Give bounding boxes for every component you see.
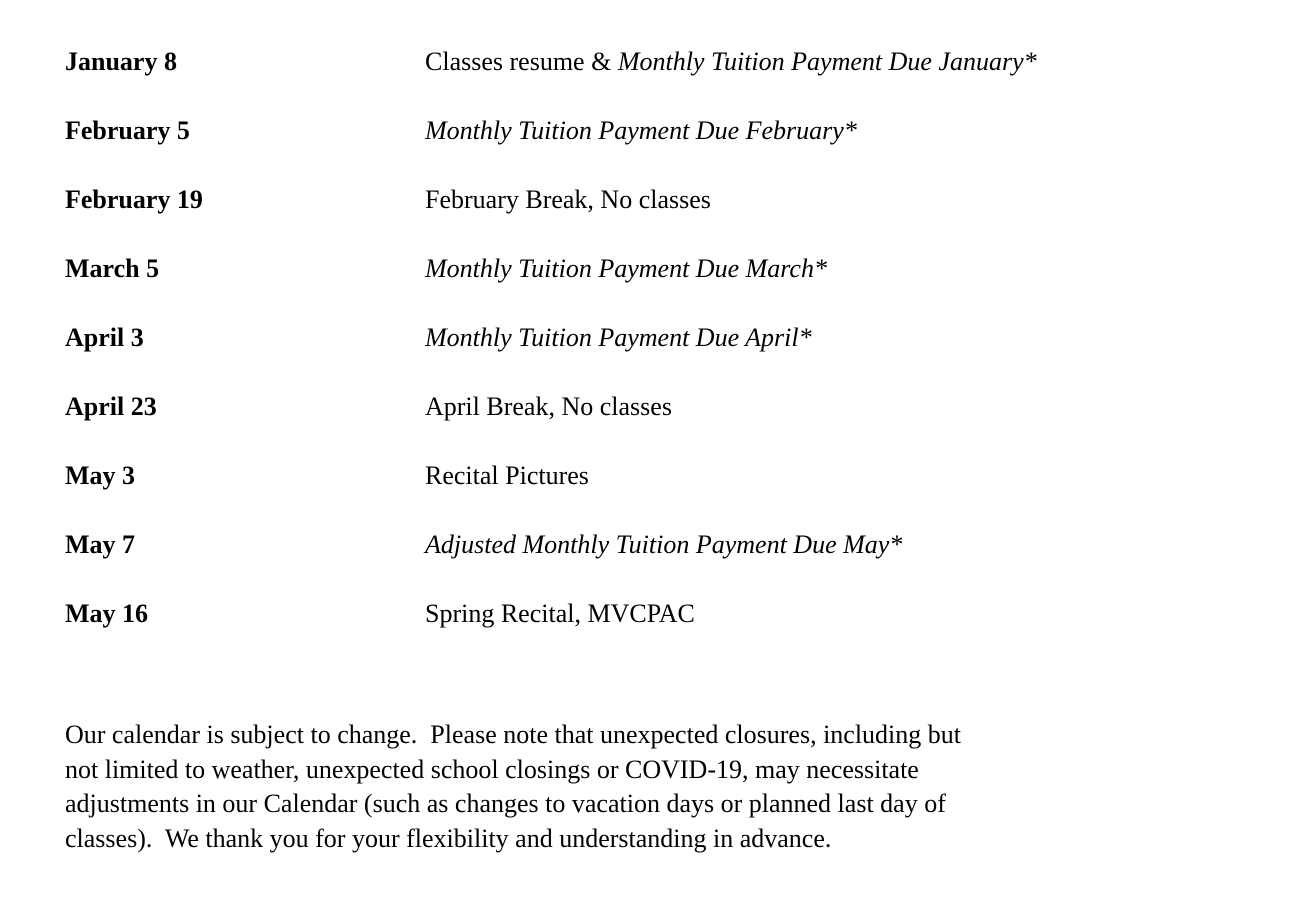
note-line: not limited to weather, unexpected school closings or COVID-19, may necessitate [65, 754, 919, 784]
event-description [425, 186, 1265, 214]
event-description [425, 117, 1265, 145]
note-line: adjustments in our Calendar (such as changes to vacation days or planned last day of [65, 789, 946, 818]
event-date: February 19 [65, 185, 203, 214]
event-description-regular: Recital Pictures [425, 461, 589, 490]
event-date: April 3 [65, 323, 144, 352]
event-row [65, 117, 1265, 145]
event-date: May 7 [65, 530, 136, 559]
event-list [65, 48, 1265, 628]
event-row [65, 324, 1265, 352]
event-date: May 16 [65, 599, 149, 628]
event-row [65, 393, 1265, 421]
event-description-italic: Monthly Tuition Payment Due March* [425, 254, 827, 283]
event-description-regular: April Break, No classes [425, 392, 672, 421]
event-date: February 5 [65, 116, 190, 145]
note-line: classes). We thank you for your flexibility and understanding in advance. [65, 823, 832, 853]
event-description [425, 600, 1265, 628]
event-description-italic: Monthly Tuition Payment Due January* [617, 47, 1037, 76]
event-row [65, 255, 1265, 283]
event-date: May 3 [65, 461, 136, 490]
note-line: Our calendar is subject to change. Please note that unexpected closures, including but [65, 720, 961, 749]
event-description [425, 48, 1265, 76]
event-row [65, 186, 1265, 214]
event-description [425, 255, 1265, 283]
event-description-italic: Monthly Tuition Payment Due February* [425, 116, 857, 145]
event-description [425, 531, 1265, 559]
event-description [425, 462, 1265, 490]
event-row [65, 462, 1265, 490]
event-date: April 23 [65, 392, 157, 421]
event-description-regular: Spring Recital, MVCPAC [425, 599, 695, 628]
note-paragraph [65, 718, 1225, 856]
event-description-italic: Monthly Tuition Payment Due April* [425, 323, 812, 352]
event-date: March 5 [65, 254, 160, 283]
event-description-regular: February Break, No classes [425, 185, 711, 214]
event-row [65, 48, 1265, 76]
event-description-regular: Classes resume & [425, 47, 618, 76]
event-date: January 8 [65, 47, 177, 76]
event-description-italic: Adjusted Monthly Tuition Payment Due May* [425, 530, 903, 559]
event-description [425, 324, 1265, 352]
event-row [65, 600, 1265, 628]
event-row [65, 531, 1265, 559]
event-description [425, 393, 1265, 421]
